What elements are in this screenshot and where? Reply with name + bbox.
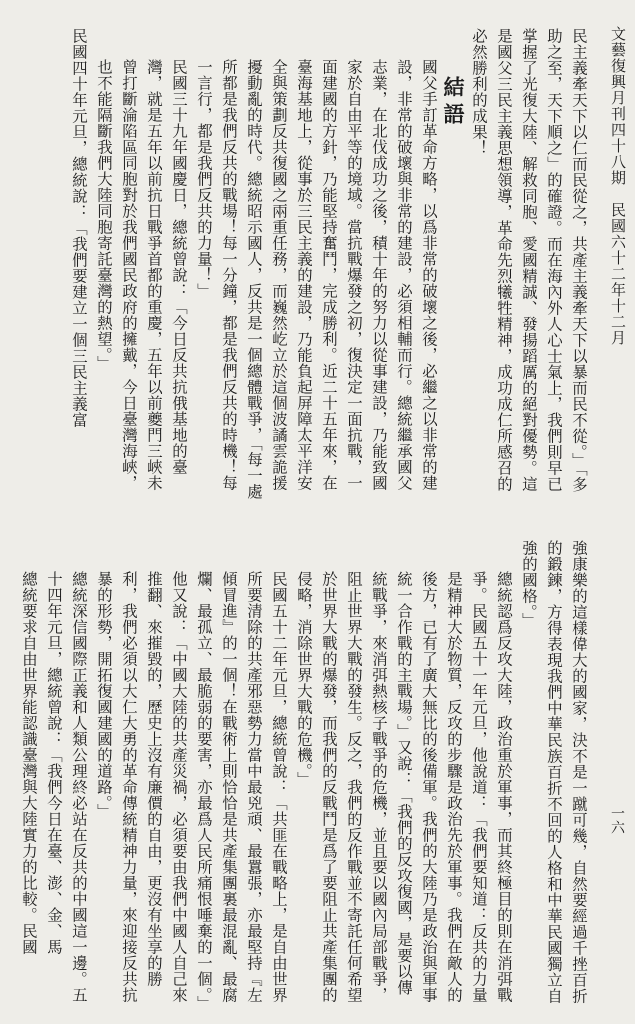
paragraph: 民國五十二年元旦，總統曾說：「共匪在戰略上，是自由世界所要清除的共產邪惡勢力當中最兇頑、最囂張，亦最堅持『左傾冒進』的一個！在戰術上則恰恰是共產集團裏最混亂、最腐爛、最孤立、最脆弱的要害，亦最爲人民所痛恨唾棄的一個。」他又說：「中國大陸的共產災禍，必須要由我們中國人自己來推翻、來摧毀的，歷史上沒有廉價的自由，更沒有坐享的勝利，我們必須以大仁大勇的革命傳統精神力量，來迎接反共抗暴的形勢，開拓復國建國的道路。」	[95, 570, 288, 1004]
issue-date: 民國六十二年十二月	[609, 202, 627, 346]
running-header	[609, 26, 627, 506]
paragraph: 強康樂的這樣偉大的國家，決不是一蹴可幾，自然要經過千挫百折的鍛鍊，方得表現我們中華民族百折不回的人格和中華民國獨立自強的國格。」	[520, 540, 588, 1004]
paragraph: 總統認爲反攻大陸，政治重於軍事，而其終極目的則在消弭戰爭。民國五十一年元旦，他說道：「我們要知道：反共的力量是精神大於物質，反攻的步驟是政治先於軍事。我們在敵人的後方，已有了廣大無比的後備軍。我們的大陸乃是政治與軍事統一合作戰的主戰場。」又說：「我們的反攻復國，是要以傳統戰爭，來消弭熱核子戰爭的危機，並且要以國內局部戰爭，阻止世界大戰的發生。反之，我們的反作戰並不寄託任何希望於世界大戰的爆發，而我們的反戰鬥是爲了要阻止共產集團的侵略，消除世界大戰的危機。」	[295, 570, 513, 1003]
paragraph: 民國三十九年國慶日，總統曾說：「今日反共抗俄基地的臺灣，就是五年以前抗日戰爭首都的重慶，五年以前夔門三峽未曾打斷淪陷區同胞對於我們國民政府的擁戴，今日臺灣海峽，也不能隔斷我們大陸同胞寄託臺灣的熱望。」	[95, 58, 188, 491]
section-heading: 結語	[441, 76, 466, 130]
top-text-block	[35, 28, 591, 504]
paragraph: 總統要求自由世界能認識臺灣與大陸實力的比較。民國	[20, 570, 38, 955]
bottom-text-block	[20, 540, 591, 1010]
paragraph: 總統深信國際正義和人類公理終必站在反共的中國這一邊。五十四年元旦，總統曾說：「我們今日在臺、澎、金、馬	[45, 570, 88, 1003]
journal-title: 文藝復興月刊四十八期	[609, 26, 627, 186]
paragraph: 國父手訂革命方略，以爲非常的破壞之後，必繼之以非常的建設，非常的破壞與非常的建設，必須相輔而行。總統繼承國父志業，在北伐成功之後，積十年的努力以從事建設，乃能致國家於自由平等的境域。當抗戰爆發之初，復決定一面抗戰，一面建國的方針，乃能堅持奮鬥，完成勝利。近二十五年來，在臺海基地上，從事於三民主義的建設，乃能負起屏障太平洋安全與策劃反共復國之兩重任務，而巍然屹立於這個波譎雲詭援擾動亂的時代。總統昭示國人，反共是一個總體戰爭，「每一處所都是我們反共的戰場！每一分鐘，都是我們反共的時機！每一言行，都是我們反共的力量！」	[195, 58, 438, 500]
page-number: 一六	[609, 806, 625, 834]
paragraph: 民國四十年元旦，總統說：「我們要建立一個三民主義富	[70, 28, 88, 428]
paragraph: 民主義牽天下以仁而民從之，共產主義牽天下以暴而民不從。」「多助之至，天下順之」的確證。而在海內外人心士氣上，我們則早已掌握了光復大陸、解救同胞、愛國精誠、發揚蹈厲的絕對優勢。這是國父三民主義思想領導，革命先烈犧牲精神，成功成仁所感召的必然勝利的成果！	[470, 28, 588, 493]
